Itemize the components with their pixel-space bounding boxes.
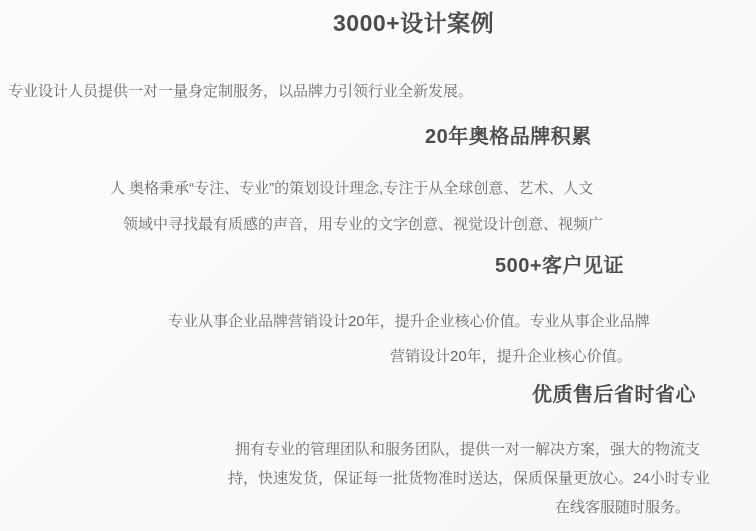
section-text-after-sales-line-3: 在线客服随时服务。 <box>555 499 691 516</box>
section-heading-after-sales: 优质售后省时省心 <box>532 384 696 406</box>
section-text-after-sales-line-2: 持，快速发货，保证每一批货物准时送达，保质保量更放心。24小时专业 <box>228 470 710 487</box>
section-heading-design-cases: 3000+设计案例 <box>333 10 495 36</box>
section-heading-client-testimonials: 500+客户见证 <box>495 255 625 277</box>
section-text-client-testimonials-line-1: 专业从事企业品牌营销设计20年，提升企业核心价值。专业从事企业品牌 <box>168 313 650 330</box>
section-text-design-cases-line-1: 专业设计人员提供一对一量身定制服务，以品牌力引领行业全新发展。 <box>8 83 474 100</box>
section-text-client-testimonials-line-2: 营销设计20年，提升企业核心价值。 <box>390 348 632 365</box>
section-text-after-sales-line-1: 拥有专业的管理团队和服务团队，提供一对一解决方案，强大的物流支 <box>235 441 701 458</box>
section-text-brand-accumulation-line-2: 领域中寻找最有质感的声音，用专业的文字创意、视觉设计创意、视频广 <box>123 216 604 233</box>
section-text-brand-accumulation-line-1: 人 奥格秉承“专注、专业”的策划设计理念,专注于从全球创意、艺术、人文 <box>110 180 594 197</box>
section-heading-brand-accumulation: 20年奥格品牌积累 <box>425 126 592 148</box>
